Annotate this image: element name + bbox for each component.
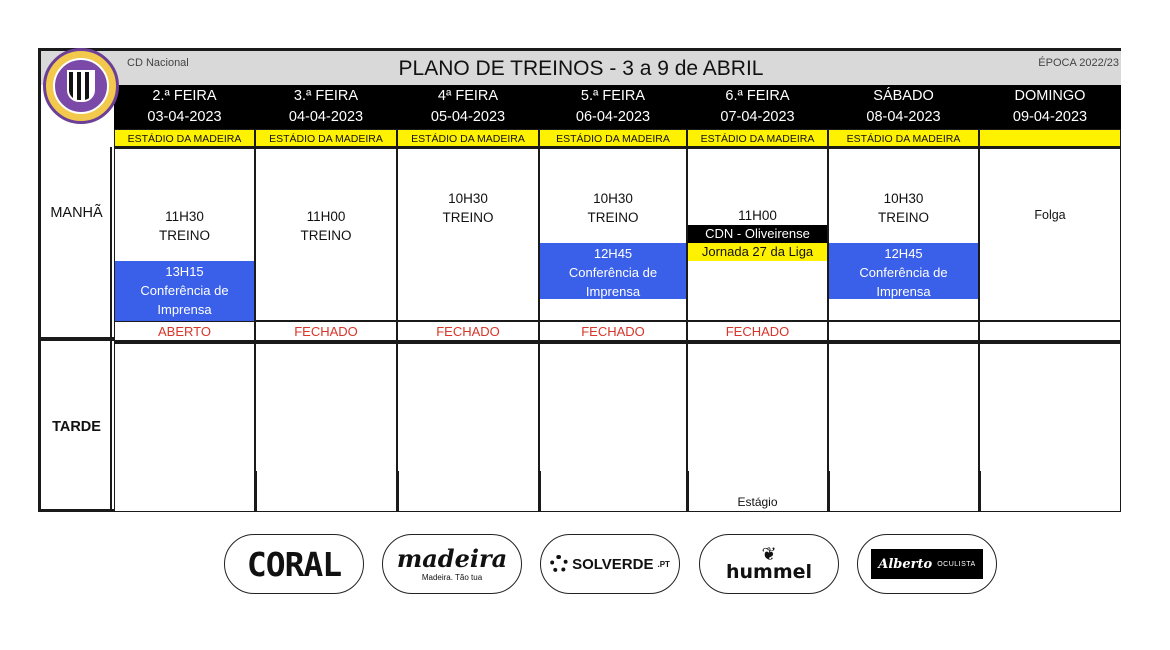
- afternoon-cell-saturday: [828, 341, 979, 512]
- sponsor-coral: [224, 534, 364, 594]
- afternoon-cell-monday: [114, 341, 255, 512]
- row-label-column: [41, 147, 112, 512]
- day-header-saturday: [828, 85, 979, 129]
- crest-inner-icon: [53, 58, 109, 114]
- solverde-logo: [550, 555, 670, 573]
- venue-label: ESTÁDIO DA MADEIRA: [828, 129, 979, 147]
- alberto-logo: [871, 549, 983, 579]
- day-name: 3.ª FEIRA: [293, 88, 359, 104]
- day-header-sunday: [979, 85, 1121, 129]
- venue-label: ESTÁDIO DA MADEIRA: [114, 129, 255, 147]
- afternoon-cell-tuesday: [255, 341, 397, 512]
- morning-cell-wednesday: [397, 147, 539, 321]
- day-date: 07-04-2023: [720, 109, 795, 125]
- afternoon-cell-wednesday: [397, 341, 539, 512]
- day-date: 08-04-2023: [866, 109, 941, 125]
- session-type: TREINO: [877, 210, 929, 225]
- session-time: 11H00: [306, 209, 346, 224]
- day-date: 06-04-2023: [575, 109, 651, 125]
- match-time: 11H00: [738, 208, 777, 223]
- alberto-name: Alberto: [878, 556, 933, 572]
- cell-divider: [538, 471, 541, 511]
- status-cell-empty: [828, 321, 979, 341]
- venue-label: ESTÁDIO DA MADEIRA: [539, 129, 687, 147]
- morning-cell-sunday: [979, 147, 1121, 321]
- day-name: 2.ª FEIRA: [152, 88, 217, 104]
- day-header-wednesday: [397, 85, 539, 129]
- day-name: DOMINGO: [1014, 88, 1086, 104]
- madeira-logo: madeira: [396, 543, 508, 573]
- solverde-suffix: .PT: [657, 559, 670, 569]
- shield-icon: [67, 70, 95, 102]
- solverde-name: SOLVERDE: [572, 555, 654, 573]
- day-header-tuesday: [255, 85, 397, 129]
- status-badge: FECHADO: [539, 321, 687, 341]
- cell-divider: [978, 471, 981, 511]
- day-header-thursday: [539, 85, 687, 129]
- press-conference-block: [115, 261, 254, 321]
- press-label-line1: Conferência de: [140, 283, 229, 298]
- press-conference-block: [540, 243, 686, 299]
- training-schedule-table: [38, 48, 1121, 512]
- venue-label: ESTÁDIO DA MADEIRA: [687, 129, 828, 147]
- press-label-line2: Imprensa: [876, 284, 931, 299]
- day-header-monday: [114, 85, 255, 129]
- sponsor-solverde: [540, 534, 680, 594]
- day-date: 03-04-2023: [147, 109, 222, 125]
- morning-cell-friday: [687, 147, 828, 321]
- day-name: 6.ª FEIRA: [725, 88, 790, 104]
- afternoon-cell-friday: [687, 341, 828, 512]
- sponsor-alberto: [857, 534, 997, 594]
- status-badge: FECHADO: [687, 321, 828, 341]
- match-label: CDN - Oliveirense: [688, 225, 827, 243]
- sponsor-madeira: [382, 534, 522, 594]
- afternoon-label: TARDE: [52, 419, 101, 435]
- session-time: 10H30: [593, 191, 633, 206]
- coral-logo: CORAL: [246, 544, 342, 584]
- solverde-sun-icon: [550, 555, 568, 573]
- match-competition: Jornada 27 da Liga: [688, 243, 827, 261]
- afternoon-note: Estágio: [737, 495, 778, 509]
- cell-divider: [254, 471, 257, 511]
- status-badge: FECHADO: [397, 321, 539, 341]
- press-label-line2: Imprensa: [157, 302, 212, 317]
- press-label-line2: Imprensa: [585, 284, 641, 299]
- status-badge: ABERTO: [114, 321, 255, 341]
- press-time: 12H45: [593, 246, 633, 261]
- hummel-bee-icon: ❦: [761, 544, 777, 564]
- day-date: 05-04-2023: [430, 109, 506, 125]
- club-crest-logo: [43, 48, 119, 124]
- session-type: TREINO: [587, 210, 639, 225]
- rest-day-label: Folga: [1034, 208, 1066, 222]
- club-name: CD Nacional: [127, 57, 189, 69]
- day-name: 5.ª FEIRA: [580, 88, 646, 104]
- sponsor-bar: [0, 534, 1170, 594]
- cell-divider: [827, 471, 830, 511]
- session-type: TREINO: [300, 228, 352, 243]
- page-title: PLANO DE TREINOS - 3 a 9 de ABRIL: [398, 57, 764, 80]
- session-time: 10H30: [448, 191, 488, 206]
- venue-label-empty: [979, 129, 1121, 147]
- hummel-logo: hummel: [725, 561, 813, 583]
- venue-label: ESTÁDIO DA MADEIRA: [255, 129, 397, 147]
- afternoon-cell-thursday: [539, 341, 687, 512]
- morning-cell-saturday: [828, 147, 979, 321]
- afternoon-cell-sunday: [979, 341, 1121, 512]
- session-time: 11H30: [165, 209, 204, 224]
- day-name: 4ª FEIRA: [437, 88, 499, 104]
- morning-cell-tuesday: [255, 147, 397, 321]
- status-badge: FECHADO: [255, 321, 397, 341]
- session-time: 10H30: [883, 191, 924, 206]
- press-label-line1: Conferência de: [568, 265, 658, 280]
- session-type: TREINO: [442, 210, 494, 225]
- day-header-friday: [687, 85, 828, 129]
- day-name: SÁBADO: [873, 88, 934, 104]
- press-time: 12H45: [884, 246, 923, 261]
- morning-cell-monday: [114, 147, 255, 321]
- day-date: 04-04-2023: [288, 109, 364, 125]
- venue-label: ESTÁDIO DA MADEIRA: [397, 129, 539, 147]
- press-label-line1: Conferência de: [859, 265, 948, 280]
- season-label: ÉPOCA 2022/23: [1038, 57, 1119, 69]
- morning-cell-thursday: [539, 147, 687, 321]
- alberto-sub: OCULISTA: [937, 560, 976, 568]
- press-conference-block: [829, 243, 978, 299]
- day-date: 09-04-2023: [1012, 109, 1088, 125]
- madeira-tagline: Madeira. Tão tua: [421, 572, 483, 582]
- cell-divider: [396, 471, 399, 511]
- row-divider: [41, 337, 114, 341]
- morning-label: MANHÃ: [50, 205, 103, 221]
- title-bar: [41, 51, 1121, 85]
- press-time: 13H15: [165, 264, 204, 279]
- status-cell-empty: [979, 321, 1121, 341]
- session-type: TREINO: [158, 228, 210, 243]
- sponsor-hummel: [699, 534, 839, 594]
